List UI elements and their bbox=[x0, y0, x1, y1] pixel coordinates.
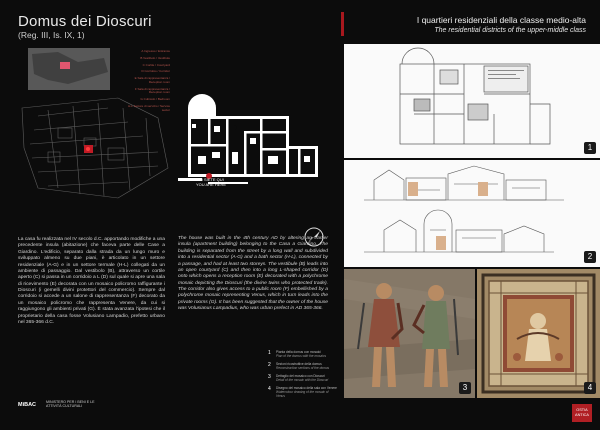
caption-it: Sezioni ricostruttive della domus bbox=[276, 362, 322, 366]
legend-item: H-L Settore di servizio / Service sector bbox=[128, 103, 170, 112]
caption-item bbox=[268, 362, 338, 370]
photo-3-dioscuri-mosaic bbox=[344, 269, 475, 398]
caption-it: Disegno del mosaico della sala con Venere bbox=[276, 386, 337, 390]
caption-en: Plan of the domus with the mosaics bbox=[276, 354, 327, 358]
plan-legend bbox=[122, 50, 170, 115]
legend-item: C Cortile / Courtyard bbox=[142, 62, 170, 67]
caption-en: Detail of the mosaic with the Dioscuri bbox=[276, 378, 329, 382]
caption-item bbox=[268, 374, 338, 382]
photo-number: 2 bbox=[584, 251, 596, 263]
dioscuri-mosaic-image bbox=[344, 269, 475, 398]
mibac-logo: MiBAC bbox=[18, 402, 37, 408]
photo-1-plan-drawing bbox=[344, 44, 600, 158]
legend-item: F Sala di rappresentanza / Reception room bbox=[134, 86, 170, 95]
photo-number: 3 bbox=[459, 382, 471, 394]
description-english: The house was built in the 4th century AD by altering an earlier insula (apartment building) belonging to the Casa a Giardino. The building is separated from the street by a long wall and subdivided into a residential sector (A-G) and a bath sector (H-L), connected by a passage, and had at least two storeys. The vestibule (B) leads into an open courtyard (C) and then into a long L-shaped corridor (D) onto which opens a reception room (E) decorated with a polychrome mosaic depicting the Dioscuri (the divine twins who protected trade). The corridor also gives access to a public room (F) embellished by a polychrome mosaic representing Venus, which in turn leads into the private rooms (G). It has been suggested that the owner of the house was Volusianus Lampadius, who was urban prefect in AD 365-366. bbox=[178, 236, 328, 312]
you-are-here-label: VOI SIETE QUI YOU ARE HERE bbox=[196, 177, 227, 187]
legend-item: B Vestibolo / Vestibule bbox=[140, 55, 170, 60]
room-label: F bbox=[274, 121, 279, 128]
header-accent-bar bbox=[341, 12, 344, 36]
caption-number: 1 bbox=[268, 350, 271, 356]
photo-2-sections bbox=[344, 160, 600, 267]
page-title: Domus dei Dioscuri bbox=[18, 13, 152, 30]
section-title-it: I quartieri residenziali della classe medio-alta bbox=[416, 15, 586, 25]
caption-en: Reconstruction sections of the domus bbox=[276, 366, 330, 370]
photo-number: 1 bbox=[584, 142, 596, 154]
room-label: I bbox=[303, 165, 305, 172]
photo-captions bbox=[268, 350, 338, 402]
room-label: G bbox=[270, 137, 276, 144]
room-label: L bbox=[290, 138, 294, 145]
room-label: E bbox=[248, 121, 253, 128]
caption-item bbox=[268, 350, 338, 358]
page-subtitle: (Reg. III, Is. IX, 1) bbox=[18, 30, 85, 40]
caption-it: Pianta della domus con mosaici bbox=[276, 350, 321, 354]
plan-drawing-image bbox=[344, 44, 600, 158]
legend-item: E Sala di rappresentanza / Reception room bbox=[134, 76, 170, 84]
caption-en: Watercolour drawing of the mosaic of Venus bbox=[276, 390, 329, 398]
room-label: A bbox=[199, 108, 204, 115]
ostia-antica-logo: OSTIA ANTICA bbox=[572, 404, 592, 422]
legend-item: G Cubicolo / Bedroom bbox=[140, 97, 170, 101]
caption-number: 3 bbox=[268, 374, 271, 380]
locator-highlight bbox=[60, 62, 70, 69]
caption-number: 2 bbox=[268, 362, 271, 368]
legend-item: A Ingresso / Entrance bbox=[141, 49, 170, 53]
room-label: D bbox=[232, 125, 238, 132]
room-label: B bbox=[196, 133, 201, 140]
floor-plan bbox=[178, 86, 328, 206]
caption-item bbox=[268, 386, 338, 398]
photo-4-venus-mosaic bbox=[477, 269, 600, 398]
section-title-en: The residential districts of the upper-middle class bbox=[434, 27, 586, 34]
room-label: H bbox=[290, 156, 296, 163]
photo-number: 4 bbox=[584, 382, 596, 394]
room-label: C bbox=[216, 121, 222, 128]
caption-number: 4 bbox=[268, 386, 271, 392]
description-italian: La casa fu realizzata nel IV secolo d.C. apportando modifiche a una precedente insula (abitazione) che faceva parte delle Case a Giardino. L'edificio, separato dalla strada da un lungo muro e sviluppato almeno su due piani, è articolato in un settore residenziale (A-G) e in un settore termale (H-L) collegati da un ambiente di passaggio. Dal vestibolo (B), attraverso un cortile aperto (C) si passa in un corridoio a L (D) sul quale si apre una sala di ricevimento (E) decorata con un mosaico policromo raffigurante i Dioscuri (i gemelli divini protettori del commercio). Sempre dal corridoio si accede a un salone di rappresentanza (F) decorato da un mosaico policromo che rappresenta Venere, da cui si raggiungono gli ambienti privati (G). È stata avanzata l'ipotesi che il proprietario della casa fosse Volusiano Lampadio, prefetto urbano nel 365-366 d.C. bbox=[18, 237, 165, 325]
sections-drawing-image bbox=[344, 160, 600, 267]
caption-it: Dettaglio del mosaico con Dioscuri bbox=[276, 374, 325, 378]
venus-mosaic-image bbox=[477, 269, 600, 398]
ministry-logo-text: MINISTERO PER I BENI E LE ATTIVITÀ CULTURALI bbox=[46, 400, 95, 409]
legend-item: D Corridoio / Corridor bbox=[141, 69, 170, 74]
